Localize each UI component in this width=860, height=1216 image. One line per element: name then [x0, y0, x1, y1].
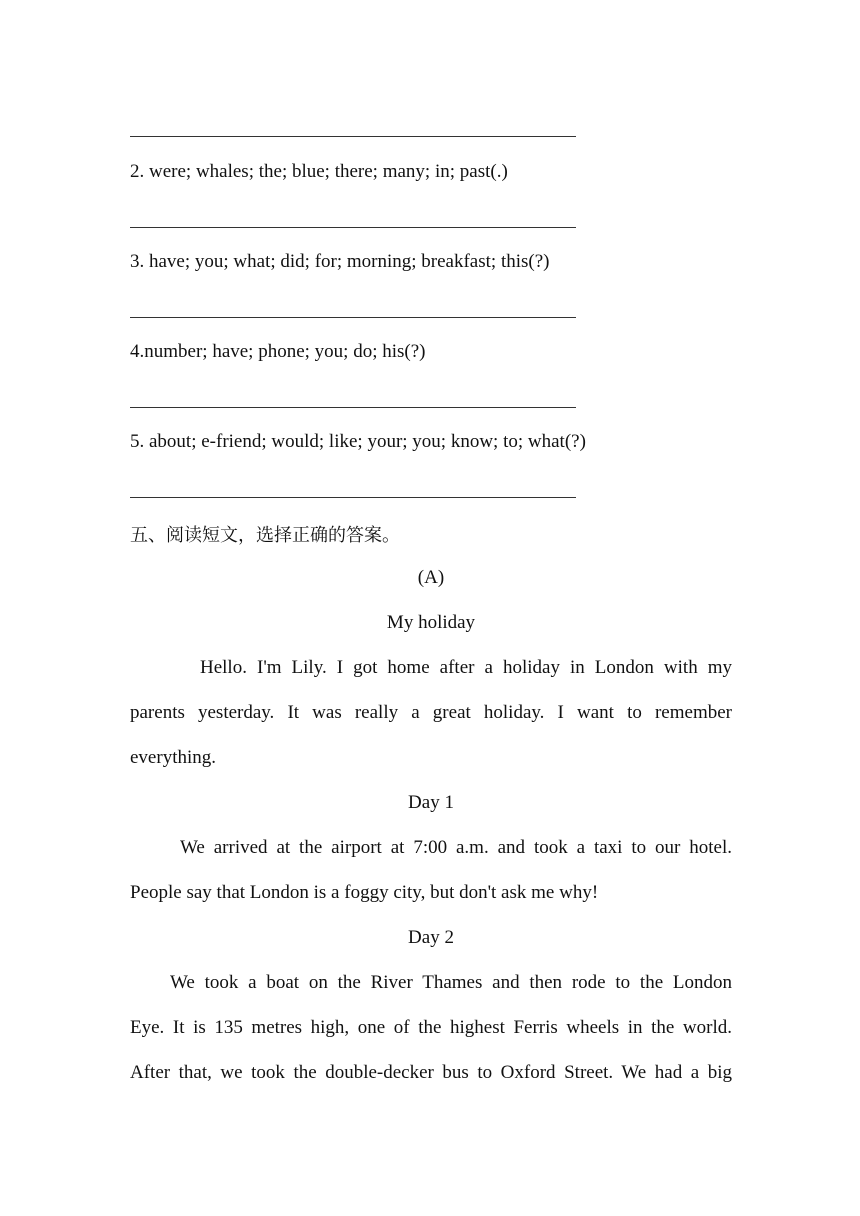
- day2-line-1: We took a boat on the River Thames and then rode to the London: [170, 972, 732, 993]
- answer-line-4: [130, 407, 576, 408]
- exercise-item-5: 5. about; e-friend; would; like; your; you; know; to; what(?): [130, 431, 586, 452]
- exercise-item-3: 3. have; you; what; did; for; morning; breakfast; this(?): [130, 251, 550, 272]
- day1-line-2: People say that London is a foggy city, but don't ask me why!: [130, 882, 599, 903]
- answer-line-2: [130, 227, 576, 228]
- day2-line-2: Eye. It is 135 metres high, one of the highest Ferris wheels in the world.: [130, 1017, 732, 1038]
- section-label: (A): [417, 567, 445, 588]
- day2-line-3: After that, we took the double-decker bus to Oxford Street. We had a big: [130, 1062, 732, 1083]
- day1-label: Day 1: [408, 792, 454, 813]
- section-heading: 五、阅读短文，选择正确的答案。: [130, 525, 400, 546]
- answer-line-3: [130, 317, 576, 318]
- passage-title: My holiday: [386, 612, 476, 633]
- day1-line-1: We arrived at the airport at 7:00 a.m. and took a taxi to our hotel.: [180, 837, 732, 858]
- intro-line-3: everything.: [130, 747, 217, 768]
- answer-line-5: [130, 497, 576, 498]
- exercise-item-4: 4.number; have; phone; you; do; his(?): [130, 341, 426, 362]
- answer-line-1: [130, 136, 576, 137]
- intro-line-1: Hello. I'm Lily. I got home after a holiday in London with my: [200, 657, 732, 678]
- intro-line-2: parents yesterday. It was really a great holiday. I want to remember: [130, 702, 732, 723]
- day2-label: Day 2: [408, 927, 454, 948]
- exercise-item-2: 2. were; whales; the; blue; there; many; in; past(.): [130, 161, 508, 182]
